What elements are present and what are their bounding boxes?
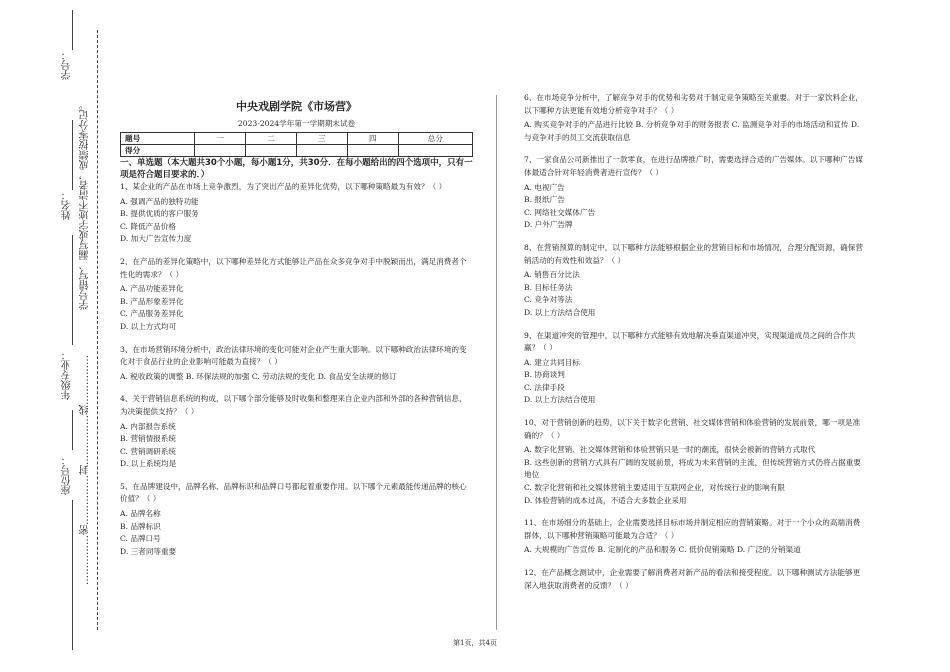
question-option: C. 数字化营销和社交媒体营销主要适用于互联网企业，对传统行业的影响有限 <box>524 483 785 493</box>
question-stem: 1、某企业的产品在市场上竞争激烈，为了突出产品的差异化优势，以下哪种策略最为有效？（ ） <box>120 182 447 191</box>
question-option: B. 品牌标识 <box>120 521 161 531</box>
question <box>120 181 473 246</box>
score-header-cell: 题号 <box>121 133 195 145</box>
question <box>120 393 473 471</box>
question-option: A. 销售百分比法 <box>524 270 580 280</box>
question-option: B. 产品形象差异化 <box>120 296 184 306</box>
question-stem: 11、在市场细分的基础上，企业需要选择目标市场并制定相应的营销策略。对于一个小众的高端消费群体，以下哪种营销策略可能最为合适？（ ） <box>524 518 861 540</box>
score-cell <box>347 145 398 157</box>
right-column <box>524 92 866 602</box>
margin-line <box>72 500 73 650</box>
column-divider <box>496 95 497 630</box>
question-option: C. 产品服务差异化 <box>120 309 184 319</box>
student-id-label: 学号： <box>62 50 73 80</box>
binding-margin <box>0 0 108 672</box>
question-option: A. 建立共同目标 <box>524 357 580 367</box>
score-header-cell: 四 <box>347 133 398 145</box>
exam-title: 中央戏剧学院《市场营》 <box>236 100 357 113</box>
question-options-inline: A. 税收政策的调整 B. 环保法规的加强 C. 劳动法规的变化 D. 食品安全法规的修订 <box>120 371 397 381</box>
question <box>524 92 866 144</box>
major-label: 年级专业： <box>62 350 73 400</box>
question-stem: 10、对于营销创新的趋势，以下关于数字化营销、社交媒体营销和体验营销的发展前景，哪一项是准确的？（ ） <box>524 418 861 440</box>
section-title: 一、单选题（本大题共30个小题，每小题1分，共30分．在每小题给出的四个选项中，只有一项是符合题目要求的．） <box>120 158 473 180</box>
question-option: B. 提供优质的客户服务 <box>120 209 199 219</box>
score-header-cell: 一 <box>195 133 246 145</box>
seal-line <box>97 30 98 630</box>
score-table-row <box>121 145 473 157</box>
score-table-header-row <box>121 133 473 145</box>
question-option: C. 营销调研系统 <box>120 446 176 456</box>
question-option: D. 户外广告牌 <box>524 220 573 230</box>
question-option: D. 以上方法结合使用 <box>524 307 596 317</box>
score-cell <box>296 145 347 157</box>
exam-subtitle: 2023-2024学年第一学期期末试卷 <box>237 119 356 128</box>
question-option: C. 降低产品价格 <box>120 221 176 231</box>
question-stem: 7、一家食品公司新推出了一款零食，在进行品牌推广时，需要选择合适的广告媒体。以下哪种广告媒体最适合针对年轻消费者进行宣传？（ ） <box>524 155 863 177</box>
question-option: D. 三者同等重要 <box>120 546 177 556</box>
left-column <box>120 181 473 568</box>
seat-label: 座位号： <box>62 455 73 495</box>
margin-line <box>72 10 73 50</box>
score-cell <box>195 145 246 157</box>
question-option: D. 加大广告宣传力度 <box>120 234 192 244</box>
question-option: D. 以上系统均是 <box>120 459 177 469</box>
score-header-cell: 二 <box>246 133 297 145</box>
question-option: B. 目标任务法 <box>524 282 573 292</box>
score-header-cell: 三 <box>296 133 347 145</box>
question-stem: 12、在产品概念测试中，企业需要了解消费者对新产品的看法和接受程度。以下哪种测试方法能够更深入地获取消费者的反馈？（ ） <box>524 568 861 590</box>
question-option: C. 竞争对等法 <box>524 295 573 305</box>
question-option: B. 报纸广告 <box>524 195 565 205</box>
question-stem: 2、在产品的差异化策略中，以下哪种差异化方式能够让产品在众多竞争对手中脱颖而出，满足消费者个性化的需求？（ ） <box>120 256 467 279</box>
margin-line <box>72 120 73 190</box>
question-option: C. 法律手段 <box>524 382 565 392</box>
question <box>120 256 473 334</box>
page-footer: 第1页，共4页 <box>453 639 497 647</box>
question-option: D. 以上方法结合使用 <box>524 395 596 405</box>
question-option: A. 电视广告 <box>524 182 565 192</box>
question <box>524 567 866 592</box>
question <box>524 154 866 232</box>
question <box>524 242 866 320</box>
question-option: B. 营销情报系统 <box>120 434 176 444</box>
question-stem: 6、在市场竞争分析中，了解竞争对手的优势和劣势对于制定竞争策略至关重要。对于一家饮料企业，以下哪种方法更能有效地分析竞争对手？（ ） <box>524 93 863 115</box>
margin-warning: 学号错写、漏写或字迹不清者，成绩按零分记。 <box>80 100 91 310</box>
question-option: A. 品牌名称 <box>120 509 161 519</box>
question-options-inline: A. 大规模的广告宣传 B. 定制化的产品和服务 C. 低价促销策略 D. 广泛的分销渠道 <box>524 545 801 555</box>
question <box>120 481 473 559</box>
question-option: A. 数字化营销、社交媒体营销和体验营销只是一时的潮流，很快会被新的营销方式取代 <box>524 445 816 455</box>
margin-line <box>72 235 73 345</box>
score-header-cell: 总分 <box>398 133 472 145</box>
question-option: C. 网络社交媒体广告 <box>524 207 596 217</box>
question-stem: 5、在品牌建设中，品牌名称、品牌标识和品牌口号都起着重要作用。以下哪个元素最能传递品牌的核心价值？（ ） <box>120 481 467 504</box>
question <box>524 517 866 557</box>
question-option: A. 内部报告系统 <box>120 421 176 431</box>
question <box>524 417 866 507</box>
margin-line <box>72 410 73 450</box>
question-option: C. 品牌口号 <box>120 534 161 544</box>
score-row-label: 得分 <box>121 145 195 157</box>
question-option: D. 体验营销的成本过高，不适合大多数企业采用 <box>524 495 687 505</box>
score-cell <box>398 145 472 157</box>
question <box>120 344 473 384</box>
question-stem: 4、关于营销信息系统的构成，以下哪个部分能够及时收集和整理来自企业内部和外部的各种营销信息，为决策提供支持？（ ） <box>120 394 467 416</box>
question-stem: 9、在渠道冲突的管理中，以下哪种方式能够有效地解决垂直渠道冲突，实现渠道成员之间的合作共赢？（ ） <box>524 330 856 353</box>
question-option: D. 以上方式均可 <box>120 321 177 331</box>
question-stem: 3、在市场营销环境分析中，政治法律环境的变化可能对企业产生重大影响。以下哪种政治法律环境的变化对于食品行业的企业影响可能最为直接？（ ） <box>120 344 467 367</box>
margin-seal-text: ……………密……………封……………线…………… <box>80 355 91 585</box>
question <box>524 330 866 408</box>
score-table <box>120 132 473 157</box>
name-label: 姓名： <box>62 190 73 220</box>
question-stem: 8、在营销预算的制定中，以下哪种方法能够根据企业的营销目标和市场情况，合理分配资源，确保营销活动的有效性和效益？（ ） <box>524 242 863 265</box>
question-options-inline: A. 购买竞争对手的产品进行比较 B. 分析竞争对手的财务报表 C. 监测竞争对手的市场活动和宣传 D. 与竞争对手的员工交流获取信息 <box>524 120 860 142</box>
score-cell <box>246 145 297 157</box>
question-option: A. 产品功能差异化 <box>120 284 184 294</box>
question-option: B. 这些创新的营销方式具有广阔的发展前景，将成为未来营销的主流，但传统营销方式仍将占据重要地位 <box>524 457 861 480</box>
question-option: B. 协商谈判 <box>524 370 565 380</box>
question-option: A. 强调产品的独特功能 <box>120 196 199 206</box>
